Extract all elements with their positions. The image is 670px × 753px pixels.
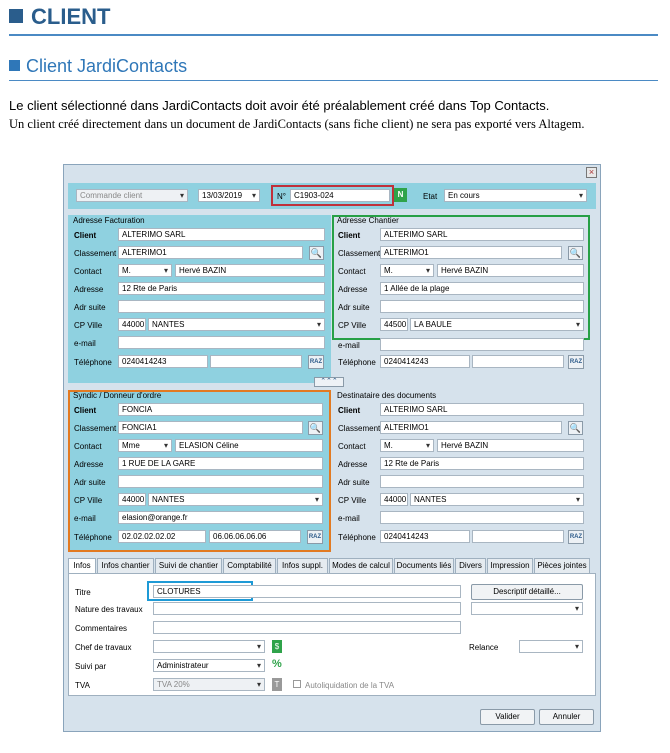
- relance-label: Relance: [469, 643, 499, 652]
- recipient-contact-label: Contact: [338, 442, 366, 451]
- nature-travaux-select[interactable]: [471, 602, 583, 615]
- billing-adr-suite-label: Adr suite: [74, 303, 106, 312]
- valider-button[interactable]: Valider: [480, 709, 535, 725]
- search-contact-icon[interactable]: 🔍: [569, 248, 582, 258]
- billing-classement-field[interactable]: ALTERIMO1: [118, 246, 303, 259]
- site-adresse-field[interactable]: 1 Allée de la plage: [380, 282, 584, 295]
- syndic-classement-label: Classement: [74, 424, 117, 433]
- site-adr-suite-label: Adr suite: [338, 303, 370, 312]
- tab-documents-lies[interactable]: Documents liés: [394, 558, 454, 573]
- billing-adr-suite-field[interactable]: [118, 300, 325, 313]
- syndic-panel: [68, 390, 331, 552]
- tab-suivi-chantier[interactable]: Suivi de chantier: [155, 558, 222, 573]
- billing-tel2-field[interactable]: [210, 355, 302, 368]
- site-adresse-label: Adresse: [338, 285, 368, 294]
- descriptif-detaille-button[interactable]: Descriptif détaillé...: [471, 584, 583, 600]
- recipient-telephone-label: Téléphone: [338, 533, 376, 542]
- tab-modes-calcul[interactable]: Modes de calcul: [329, 558, 393, 573]
- chef-travaux-select[interactable]: [153, 640, 265, 653]
- tab-pieces-jointes[interactable]: Pièces jointes: [534, 558, 590, 573]
- billing-adresse-field[interactable]: 12 Rte de Paris: [118, 282, 325, 295]
- syndic-email-field[interactable]: elasion@orange.fr: [118, 511, 323, 524]
- page-heading-client: [9, 4, 110, 30]
- site-cp-ville-label: CP Ville: [338, 321, 367, 330]
- site-tel1-field[interactable]: 0240414243: [380, 355, 470, 368]
- site-classement-field[interactable]: ALTERIMO1: [380, 246, 562, 259]
- billing-adresse-label: Adresse: [74, 285, 104, 294]
- syndic-adr-suite-label: Adr suite: [74, 478, 106, 487]
- billing-email-field[interactable]: [118, 336, 325, 349]
- tab-impression[interactable]: Impression: [487, 558, 533, 573]
- paragraph-1: Le client sélectionné dans JardiContacts doit avoir été préalablement créé dans Top Contacts.: [9, 98, 550, 113]
- syndic-adresse-field[interactable]: 1 RUE DE LA GARE: [118, 457, 323, 470]
- collapse-expand-icon[interactable]: ⌃⌃⌃: [314, 377, 344, 387]
- subheading-square-icon: [9, 60, 20, 71]
- nature-travaux-label: Nature des travaux: [75, 605, 143, 614]
- page-subheading: [9, 56, 187, 77]
- autoliquidation-label: Autoliquidation de la TVA: [305, 681, 395, 690]
- recipient-title: Destinataire des documents: [337, 391, 437, 400]
- billing-tel1-field[interactable]: 0240414243: [118, 355, 208, 368]
- recipient-client-label: Client: [338, 406, 361, 415]
- search-contact-icon[interactable]: 🔍: [310, 248, 323, 258]
- tab-infos-chantier[interactable]: Infos chantier: [97, 558, 154, 573]
- nature-travaux-field[interactable]: [153, 602, 461, 615]
- tab-infos-suppl[interactable]: Infos suppl.: [277, 558, 328, 573]
- site-telephone-label: Téléphone: [338, 358, 376, 367]
- site-address-panel: [332, 215, 596, 383]
- search-contact-icon[interactable]: 🔍: [569, 423, 582, 433]
- etat-select[interactable]: En cours ▾: [444, 189, 587, 202]
- billing-telephone-label: Téléphone: [74, 358, 112, 367]
- syndic-contact-field[interactable]: ELASION Céline: [175, 439, 323, 452]
- recipient-classement-field[interactable]: ALTERIMO1: [380, 421, 562, 434]
- site-client-label: Client: [338, 231, 361, 240]
- dollar-icon[interactable]: $: [272, 640, 282, 653]
- syndic-client-field[interactable]: FONCIA: [118, 403, 323, 416]
- syndic-adresse-label: Adresse: [74, 460, 104, 469]
- heading2-text: Client JardiContacts: [26, 56, 188, 76]
- recipient-contact-field[interactable]: Hervé BAZIN: [437, 439, 584, 452]
- billing-raz-button[interactable]: RAZ: [308, 355, 324, 369]
- site-email-field[interactable]: [380, 338, 584, 351]
- recipient-adr-suite-field[interactable]: [380, 475, 584, 488]
- recipient-adr-suite-label: Adr suite: [338, 478, 370, 487]
- site-classement-label: Classement: [338, 249, 381, 258]
- syndic-tel2-field[interactable]: 06.06.06.06.06: [209, 530, 301, 543]
- syndic-telephone-label: Téléphone: [74, 533, 112, 542]
- autoliquidation-checkbox[interactable]: [293, 680, 301, 688]
- site-raz-button[interactable]: RAZ: [568, 355, 584, 369]
- commentaires-field[interactable]: [153, 621, 461, 634]
- syndic-cp-field[interactable]: 44000: [118, 493, 146, 506]
- billing-contact-field[interactable]: Hervé BAZIN: [175, 264, 325, 277]
- relance-select[interactable]: [519, 640, 583, 653]
- syndic-ville-select[interactable]: NANTES ▾: [148, 493, 323, 506]
- syndic-client-label: Client: [74, 406, 97, 415]
- site-contact-label: Contact: [338, 267, 366, 276]
- tva-select[interactable]: TVA 20% ▾: [153, 678, 265, 691]
- billing-cp-ville-label: CP Ville: [74, 321, 103, 330]
- site-contact-field[interactable]: Hervé BAZIN: [437, 264, 584, 277]
- recipient-adresse-label: Adresse: [338, 460, 368, 469]
- recipient-adresse-field[interactable]: 12 Rte de Paris: [380, 457, 584, 470]
- suivi-par-select[interactable]: Administrateur ▾: [153, 659, 265, 672]
- billing-classement-label: Classement: [74, 249, 117, 258]
- syndic-raz-button[interactable]: RAZ: [307, 530, 323, 544]
- number-field[interactable]: C1903-024: [290, 189, 390, 202]
- syndic-email-label: e-mail: [74, 514, 96, 523]
- titre-field[interactable]: CLOTURES: [153, 585, 461, 598]
- suivi-par-label: Suivi par: [75, 662, 107, 671]
- recipient-cp-ville-label: CP Ville: [338, 496, 367, 505]
- billing-address-panel: [68, 215, 331, 383]
- paragraph-2: Un client créé directement dans un document de JardiContacts (sans fiche client) ne sera pas exporté vers Altagem.: [9, 117, 585, 131]
- site-title: Adresse Chantier: [337, 216, 399, 225]
- date-field[interactable]: 13/03/2019 ▾: [198, 189, 260, 202]
- syndic-title: Syndic / Donneur d'ordre: [73, 391, 162, 400]
- billing-contact-label: Contact: [74, 267, 102, 276]
- heading1-rule: [9, 34, 658, 36]
- tab-comptabilite[interactable]: Comptabilité: [223, 558, 276, 573]
- chef-travaux-label: Chef de travaux: [75, 643, 132, 652]
- syndic-adr-suite-field[interactable]: [118, 475, 323, 488]
- recipient-ville-select[interactable]: NANTES ▾: [410, 493, 584, 506]
- heading2-rule: [9, 80, 658, 81]
- titre-label: Titre: [75, 588, 91, 597]
- syndic-cp-ville-label: CP Ville: [74, 496, 103, 505]
- site-civility-select[interactable]: M. ▾: [380, 264, 434, 277]
- tva-label: TVA: [75, 681, 90, 690]
- commentaires-label: Commentaires: [75, 624, 128, 633]
- recipient-cp-field[interactable]: 44000: [380, 493, 408, 506]
- site-adr-suite-field[interactable]: [380, 300, 584, 313]
- heading1-text: CLIENT: [31, 4, 111, 29]
- recipient-classement-label: Classement: [338, 424, 381, 433]
- syndic-civility-select[interactable]: Mme ▾: [118, 439, 172, 452]
- site-ville-select[interactable]: LA BAULE ▾: [410, 318, 584, 331]
- infos-tab-content: [68, 573, 596, 696]
- etat-label: Etat: [423, 192, 438, 201]
- recipient-raz-button[interactable]: RAZ: [568, 530, 584, 544]
- syndic-tel1-field[interactable]: 02.02.02.02.02: [118, 530, 206, 543]
- close-icon[interactable]: ×: [586, 167, 597, 178]
- tab-infos[interactable]: Infos: [68, 558, 96, 573]
- recipient-tel1-field[interactable]: 0240414243: [380, 530, 470, 543]
- tax-icon: T: [272, 678, 282, 691]
- billing-client-field[interactable]: ALTERIMO SARL: [118, 228, 325, 241]
- recipient-client-field[interactable]: ALTERIMO SARL: [380, 403, 584, 416]
- syndic-contact-label: Contact: [74, 442, 102, 451]
- recipient-email-field[interactable]: [380, 511, 584, 524]
- billing-client-label: Client: [74, 231, 97, 240]
- recipient-email-label: e-mail: [338, 514, 360, 523]
- billing-title: Adresse Facturation: [73, 216, 145, 225]
- heading-square-icon: [9, 9, 23, 23]
- order-window: [63, 164, 601, 732]
- number-label: N°: [277, 192, 286, 201]
- site-email-label: e-mail: [338, 341, 360, 350]
- recipient-civility-select[interactable]: M. ▾: [380, 439, 434, 452]
- billing-cp-field[interactable]: 44000: [118, 318, 146, 331]
- annuler-button[interactable]: Annuler: [539, 709, 594, 725]
- site-cp-field[interactable]: 44500: [380, 318, 408, 331]
- search-contact-icon[interactable]: 🔍: [309, 423, 322, 433]
- billing-email-label: e-mail: [74, 339, 96, 348]
- site-client-field[interactable]: ALTERIMO SARL: [380, 228, 584, 241]
- recipient-panel: [332, 390, 596, 552]
- percent-icon[interactable]: %: [272, 658, 282, 670]
- export-icon[interactable]: N: [394, 188, 407, 202]
- document-header-bar: [68, 183, 596, 209]
- document-type-select[interactable]: Commande client ▾: [76, 189, 188, 202]
- tab-divers[interactable]: Divers: [455, 558, 486, 573]
- billing-civility-select[interactable]: M. ▾: [118, 264, 172, 277]
- site-tel2-field[interactable]: [472, 355, 564, 368]
- tab-bar: [68, 558, 596, 573]
- recipient-tel2-field[interactable]: [472, 530, 564, 543]
- billing-ville-select[interactable]: NANTES ▾: [148, 318, 325, 331]
- syndic-classement-field[interactable]: FONCIA1: [118, 421, 303, 434]
